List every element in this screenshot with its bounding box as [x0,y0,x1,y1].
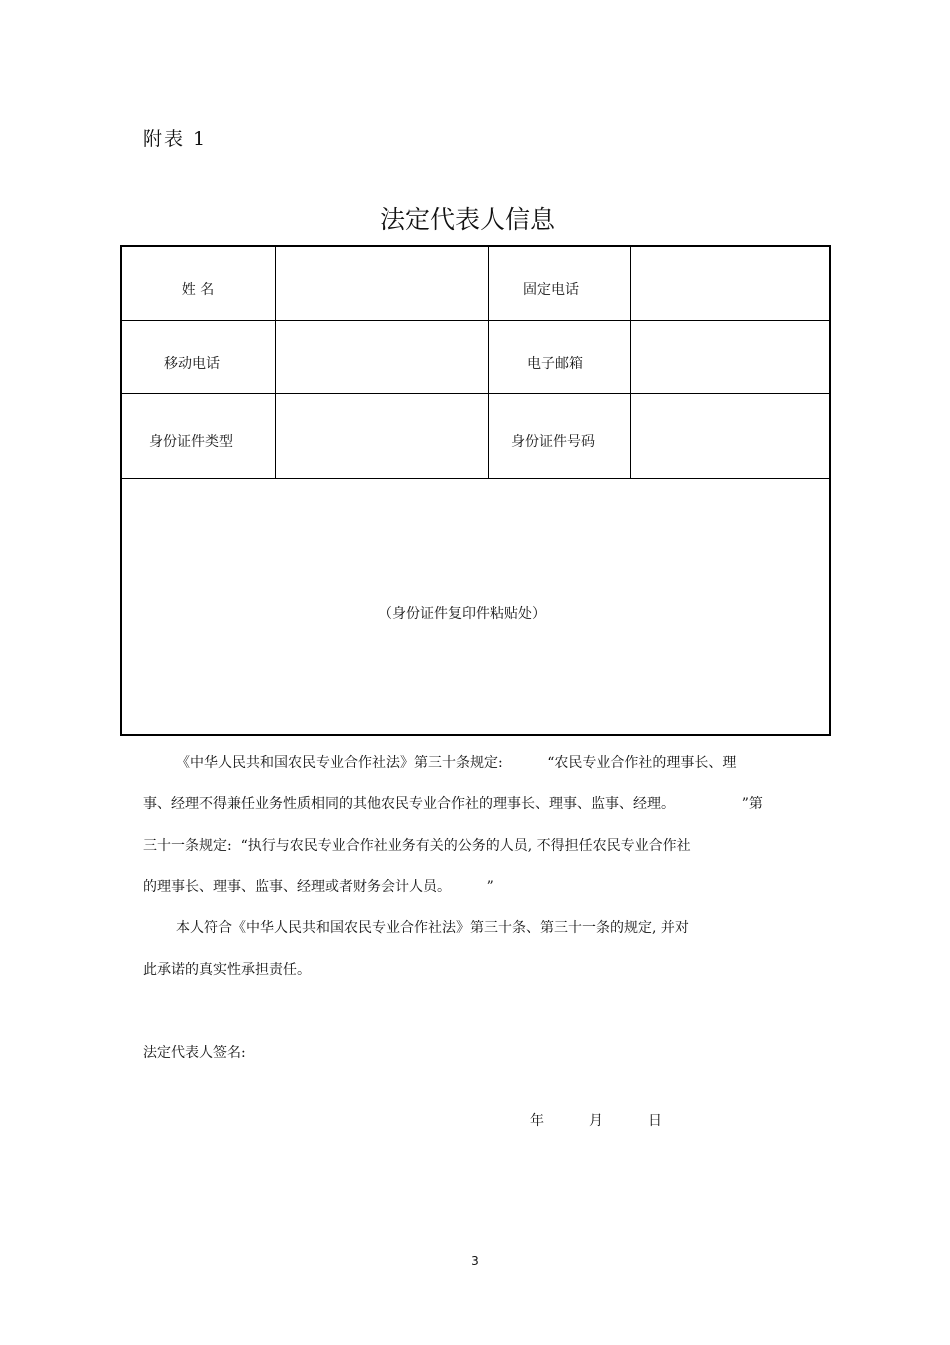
landline-field[interactable] [631,247,829,319]
page-number: 3 [471,1254,479,1268]
legal-text-line: 事、经理不得兼任业务性质相同的其他农民专业合作社的理事长、理事、监事、经理。 ”第 [143,796,763,812]
date-year: 年 [530,1113,544,1129]
form-title: 法定代表人信息 [379,205,555,234]
landline-label: 固定电话 [523,282,579,298]
date-day: 日 [648,1113,662,1129]
id-number-label: 身份证件号码 [511,434,595,450]
legal-text-line: 三十一条规定: “执行与农民专业合作社业务有关的公务的人员, 不得担任农民专业合作社 [143,838,691,854]
email-field[interactable] [631,321,829,393]
id-type-label: 身份证件类型 [149,434,233,450]
declaration-line: 本人符合《中华人民共和国农民专业合作社法》第三十条、第三十一条的规定, 并对 [176,920,689,936]
legal-text-line: 的理事长、理事、监事、经理或者财务会计人员。 ” [143,879,494,895]
mobile-label: 移动电话 [164,356,220,372]
id-copy-area: （身份证件复印件粘贴处） [378,606,546,622]
id-number-field[interactable] [631,394,829,478]
signature-label: 法定代表人签名: [143,1045,246,1061]
declaration-line: 此承诺的真实性承担责任。 [143,962,311,978]
name-label: 姓 名 [181,282,215,298]
appendix-label: 附表 1 [143,128,208,150]
info-table [120,245,831,736]
date-month: 月 [589,1113,603,1129]
id-type-field[interactable] [275,394,487,478]
name-field[interactable] [275,247,487,319]
mobile-field[interactable] [275,321,487,393]
legal-text-line: 《中华人民共和国农民专业合作社法》第三十条规定: “农民专业合作社的理事长、理 [176,755,737,771]
email-label: 电子邮箱 [527,356,583,372]
